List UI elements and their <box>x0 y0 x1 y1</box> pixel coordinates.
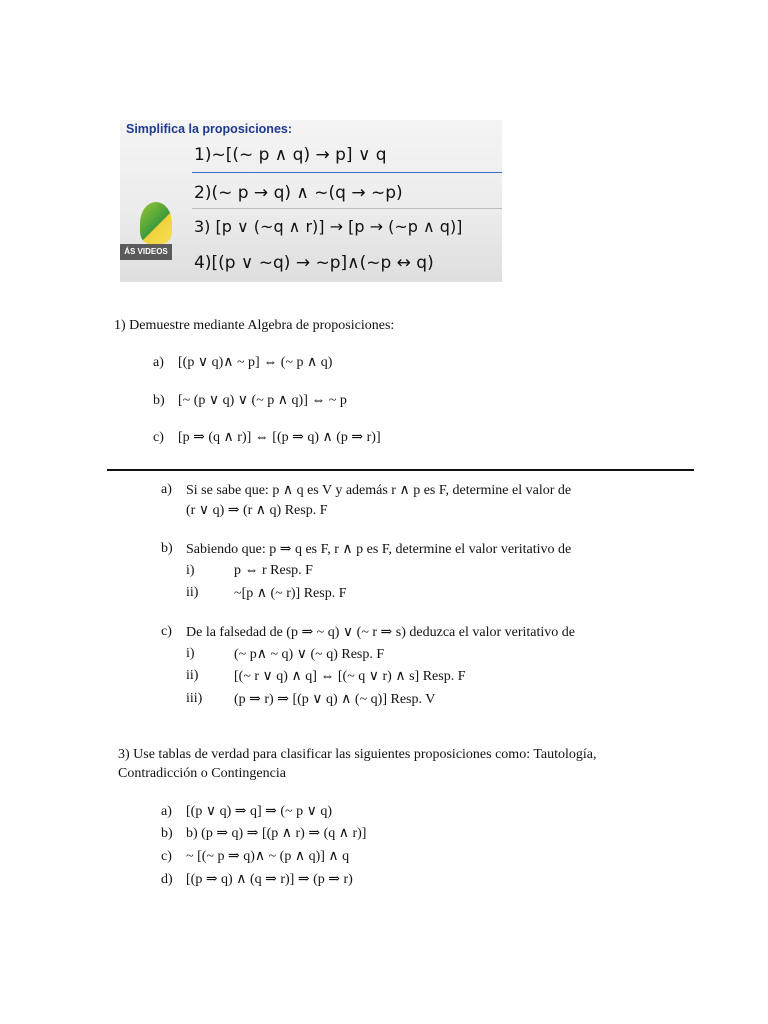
section3-item-b-label: b) <box>161 826 173 841</box>
section2-a-line1: Si se sabe que: p ∧ q es V y además r ∧ p es F, determine el valor de <box>186 483 572 498</box>
section2-a-line2: (r ∨ q) ⇒ (r ∧ q) Resp. F <box>186 503 328 518</box>
section2-c-ii-label: ii) <box>186 668 199 683</box>
video-exercise-4: 4)[(p ∨ ~q) → ~p]∧(~p ↔ q) <box>194 253 434 273</box>
section3-item-b-expr: b) (p ⇒ q) ⇒ [(p ∧ r) ⇒ (q ∧ r)] <box>186 826 367 841</box>
section2-b-i-label: i) <box>186 563 195 578</box>
section1-item-c-expr: [p ⇒ (q ∧ r)] ⇔ [(p ⇒ q) ∧ (p ⇒ r)] <box>178 430 381 445</box>
section1-item-b-label: b) <box>153 393 165 408</box>
section3-item-c-label: c) <box>161 849 172 864</box>
section2-b-ii-label: ii) <box>186 585 199 600</box>
section3-heading-line1: 3) Use tablas de verdad para clasificar las siguientes proposiciones como: Tautología, <box>118 747 597 762</box>
section3-heading-line2: Contradicción o Contingencia <box>118 766 286 781</box>
video-thumbnail[interactable] <box>120 120 502 282</box>
section1-item-a-label: a) <box>153 355 164 370</box>
section1-item-c-label: c) <box>153 430 164 445</box>
blue-divider <box>192 172 502 173</box>
section2-b-ii-expr: ~[p ∧ (~ r)] Resp. F <box>234 586 347 601</box>
section1-heading: 1) Demuestre mediante Algebra de proposiciones: <box>114 318 395 333</box>
section-divider <box>107 469 694 471</box>
video-exercise-1: 1)~[(~ p ∧ q) → p] ∨ q <box>194 145 387 165</box>
section1-item-b-expr: [~ (p ∨ q) ∨ (~ p ∧ q)] ⇔ ~ p <box>178 393 347 408</box>
section2-c-ii-expr: [(~ r ∨ q) ∧ q] ⇔ [(~ q ∨ r) ∧ s] Resp. F <box>234 669 466 684</box>
channel-logo-icon <box>140 202 172 244</box>
video-exercise-2: 2)(~ p → q) ∧ ~(q → ~p) <box>194 183 403 203</box>
section3-item-c-expr: ~ [(~ p ⇒ q)∧ ~ (p ∧ q)] ∧ q <box>186 849 350 864</box>
section2-b-label: b) <box>161 541 173 556</box>
section1-item-a-expr: [(p ∨ q)∧ ~ p] ⇔ (~ p ∧ q) <box>178 355 333 370</box>
more-videos-badge[interactable]: ÁS VIDEOS <box>120 244 172 260</box>
section2-c-i-label: i) <box>186 646 195 661</box>
gray-divider <box>192 208 502 209</box>
section2-c-iii-label: iii) <box>186 691 203 706</box>
video-title: Simplifica la proposiciones: <box>126 122 293 136</box>
section2-b-line1: Sabiendo que: p ⇒ q es F, r ∧ p es F, determine el valor veritativo de <box>186 542 572 557</box>
section2-c-iii-expr: (p ⇒ r) ⇒ [(p ∨ q) ∧ (~ q)] Resp. V <box>234 692 436 707</box>
video-exercise-3: 3) [p ∨ (~q ∧ r)] → [p → (~p ∧ q)] <box>194 217 463 236</box>
section2-c-i-expr: (~ p∧ ~ q) ∨ (~ q) Resp. F <box>234 647 385 662</box>
section2-c-label: c) <box>161 624 172 639</box>
section3-item-a-label: a) <box>161 804 172 819</box>
section2-b-i-expr: p ⇔ r Resp. F <box>234 563 313 578</box>
section2-c-line1: De la falsedad de (p ⇒ ~ q) ∨ (~ r ⇒ s) deduzca el valor veritativo de <box>186 625 575 640</box>
section3-item-d-expr: [(p ⇒ q) ∧ (q ⇒ r)] ⇒ (p ⇒ r) <box>186 872 353 887</box>
section3-item-a-expr: [(p ∨ q) ⇒ q] ⇒ (~ p ∨ q) <box>186 804 333 819</box>
section3-item-d-label: d) <box>161 872 173 887</box>
section2-a-label: a) <box>161 482 172 497</box>
